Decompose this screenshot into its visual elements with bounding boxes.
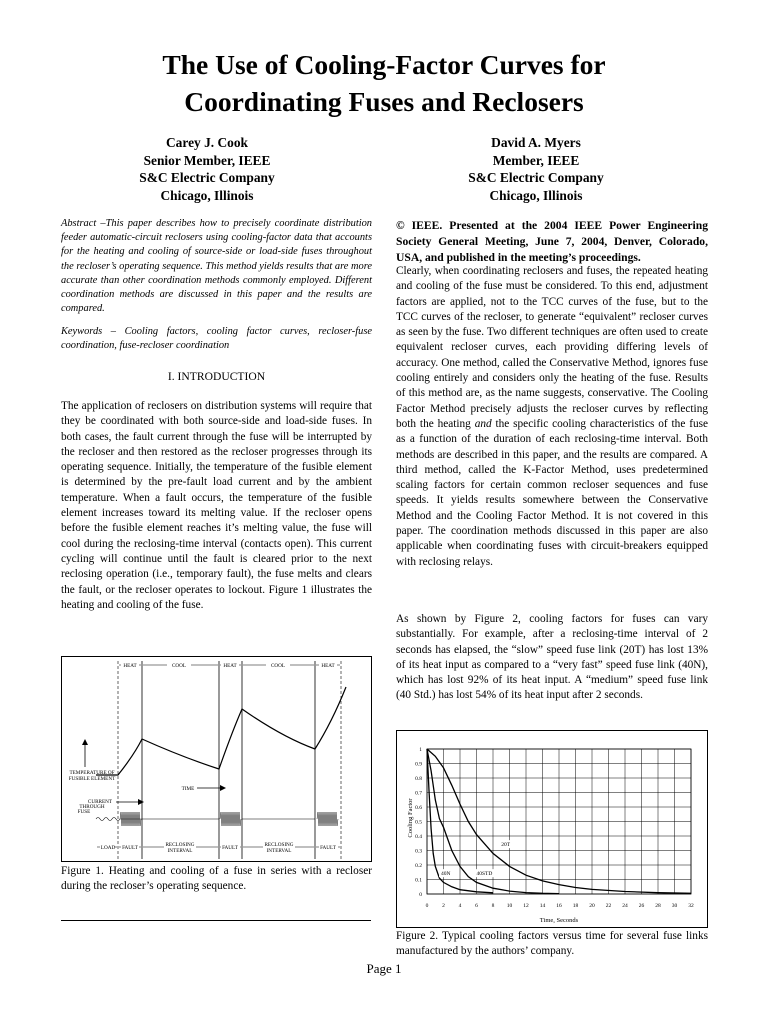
title-line-2: Coordinating Fuses and Reclosers: [184, 86, 584, 117]
heat-label: HEAT: [123, 663, 137, 669]
cool-label: COOL: [171, 663, 187, 669]
x-tick-label: 6: [475, 903, 478, 909]
arrow-head: [138, 799, 144, 805]
author-block-2: [421, 134, 651, 204]
fault-label: FAULT: [122, 845, 138, 851]
temperature-label-line-1: TEMPERATURE OF: [69, 770, 115, 776]
intro-paragraph: The application of reclosers on distribution systems will require that they be coordinated with both source-side and load-side fuses. In both cases, the fault current through the fuse will be interrupted by the recloser and then restored as the recloser progresses through its operating sequence. Initially, the temperature of the fusible element is determined by the pre-fault load current and by the ambient temperature. When a fault occurs, the temperature of the fusible element increases toward its melting value. If the recloser opens before the fusible element reaches it’s melting value, the fuse will cool during the reclosing-time interval (contacts open). This current cycling will continue until the fault is cleared prior to the next reclosing operation (i.e., temporary fault), the fuse melts and clears the fault, or the recloser operates to lockout. Figure 1 illustrates the heating and cooling of the fuse.: [61, 400, 372, 611]
x-tick-label: 28: [655, 903, 661, 909]
author-location: Chicago, Illinois: [489, 187, 583, 203]
paragraph-text: the specific cooling characteristics of the fuse as a function of the duration of each reclosing-time interval. Both methods are described in this paper, and the results are compared. A third method, called the K-Factor Method, uses predetermined scaling factors for certain common recloser sequences and fuse speeds. It yields results somewhere between the Conservative Method and the Cooling Factor Method. It is not covered in this paper. The coordination methods discussed in this paper are also applicable when coordinating fuses with circuit-breakers equipped with reclosing relays.: [396, 417, 709, 568]
right-paragraph-2: As shown by Figure 2, cooling factors for fuses can vary substantially. For example, after a reclosing-time interval of 2 seconds has elapsed, the “slow” speed fuse link (20T) has lost 13% of its heat input as compared to a “very fast” speed fuse link (40N), which has lost 92% of its heat input. A “medium” speed fuse link (40 Std.) has lost 54% of its heat input after 2 seconds.: [396, 613, 708, 702]
copyright-notice: © IEEE. Presented at the 2004 IEEE Power Engineering Society General Meeting, June 7, 2004, Denver, Colorado, USA, and published in the meeting’s proceedings.: [396, 219, 708, 264]
y-tick-labels: [415, 747, 422, 898]
y-tick-label: 0.1: [415, 877, 422, 884]
y-tick-label: 0.7: [415, 790, 422, 797]
y-tick-label: 0.5: [415, 819, 422, 826]
author-title: Member, IEEE: [492, 152, 580, 168]
cooling-factor-chart: [397, 731, 707, 927]
y-tick-label: 0.4: [415, 834, 422, 840]
section-heading-introduction: I. INTRODUCTION: [167, 370, 266, 383]
x-tick-label: 24: [622, 903, 628, 909]
x-tick-label: 0: [425, 903, 429, 909]
author-company: S&C Electric Company: [139, 170, 275, 185]
figure-1-diagram: [62, 657, 371, 861]
load-current-wave: [96, 818, 120, 821]
series-label-40std: 40STD: [476, 871, 493, 878]
x-tick-label: 18: [572, 903, 579, 909]
y-tick-label: 1: [419, 747, 422, 753]
current-label-line-3: FUSE: [77, 809, 91, 815]
y-tick-label: 0: [419, 892, 422, 898]
y-axis-label: Cooling Factor: [407, 798, 414, 838]
paper-title: [0, 46, 768, 120]
y-tick-label: 0.2: [415, 863, 422, 869]
x-tick-labels: [426, 903, 694, 909]
series-label-20t: 20T: [501, 842, 511, 849]
x-tick-label: 16: [556, 903, 562, 909]
series-label-40n: 40N: [441, 871, 451, 878]
author-block-1: [92, 134, 322, 204]
temperature-label-line-2: FUSIBLE ELEMENT: [68, 776, 116, 782]
x-tick-label: 32: [688, 903, 694, 909]
author-company: S&C Electric Company: [468, 170, 604, 185]
fault-label: FAULT: [320, 845, 336, 851]
reclosing-interval-label: RECLOSING: [264, 842, 294, 848]
abstract: Abstract –This paper describes how to precisely coordinate distribution feeder automatic-circuit reclosers using cooling-factor data that accounts for the heating and cooling of source-side or load-side fuses throughout the recloser’s operating sequence. This method yields results that are more accurate than other coordination methods commonly employed. Different coordination methods are discussed in this paper and the results are compared.: [61, 218, 372, 315]
arrow-head: [220, 785, 226, 791]
x-tick-label: 12: [523, 903, 529, 909]
right-paragraph-1: [396, 264, 708, 570]
x-tick-label: 2: [442, 903, 445, 909]
x-tick-label: 26: [638, 903, 645, 909]
figure-2: [396, 730, 708, 928]
author-title: Senior Member, IEEE: [143, 152, 271, 168]
x-tick-label: 14: [539, 903, 546, 909]
figure-2-caption: Figure 2. Typical cooling factors versus time for several fuse links manufactured by the authors’ company.: [396, 930, 708, 958]
fault-label: FAULT: [222, 845, 238, 851]
figure-1-caption: Figure 1. Heating and cooling of a fuse in series with a recloser during the recloser’s operating sequence.: [61, 865, 372, 893]
fault-current-wave: [317, 812, 338, 826]
x-tick-label: 22: [605, 903, 612, 909]
title-line-1: The Use of Cooling-Factor Curves for: [162, 49, 606, 80]
x-tick-label: 20: [589, 903, 595, 909]
arrow-head: [82, 739, 88, 745]
reclosing-interval-label: INTERVAL: [266, 848, 292, 854]
author-location: Chicago, Illinois: [160, 187, 254, 203]
reclosing-interval-label: RECLOSING: [165, 842, 195, 848]
x-tick-label: 8: [491, 903, 495, 909]
author-name: Carey J. Cook: [166, 135, 248, 150]
current-label-line-2: THROUGH: [79, 804, 105, 810]
load-label: LOAD: [100, 845, 116, 851]
page-number: Page 1: [366, 961, 402, 976]
current-label-line-1: CURRENT: [87, 799, 113, 805]
heat-label: HEAT: [321, 663, 335, 669]
x-tick-label: 4: [458, 903, 462, 909]
author-name: David A. Myers: [491, 135, 581, 150]
x-axis-label: Time, Seconds: [539, 917, 579, 924]
time-label: TIME: [181, 786, 195, 792]
x-tick-label: 30: [671, 903, 678, 909]
emphasis-text: and: [474, 417, 492, 430]
figure-1: [61, 656, 372, 862]
y-tick-label: 0.9: [415, 761, 422, 768]
x-tick-label: 10: [506, 903, 513, 909]
heat-label: HEAT: [223, 663, 237, 669]
temperature-curve: [96, 687, 346, 775]
reclosing-interval-label: INTERVAL: [167, 848, 193, 854]
cool-label: COOL: [270, 663, 286, 669]
fault-current-wave: [220, 812, 241, 826]
footnote-rule: [61, 920, 371, 921]
keywords: Keywords – Cooling factors, cooling factor curves, recloser-fuse coordination, fuse-recloser coordination: [61, 326, 372, 352]
chart-grid: [427, 749, 691, 894]
paragraph-text: Clearly, when coordinating reclosers and fuses, the repeated heating and cooling of the fuse must be considered. To this end, adjustment factors are applied, not to the TCC curves of the fuse, but to the TCC curves of the recloser, to generate “equivalent” recloser curves as seen by the fuse. Two different techniques are often used to create equivalent recloser curves, each providing differing levels of accuracy. One method, called the Conservative Method, ignores fuse cooling entirely and considers only the heating of the fuse. Results of this method are, as the name suggests, conservative. The Cooling Factor Method precisely adjusts the recloser curves by reflecting both the heating: [396, 265, 708, 430]
y-tick-label: 0.6: [415, 805, 422, 811]
y-tick-label: 0.8: [415, 776, 422, 782]
y-tick-label: 0.3: [415, 848, 422, 855]
